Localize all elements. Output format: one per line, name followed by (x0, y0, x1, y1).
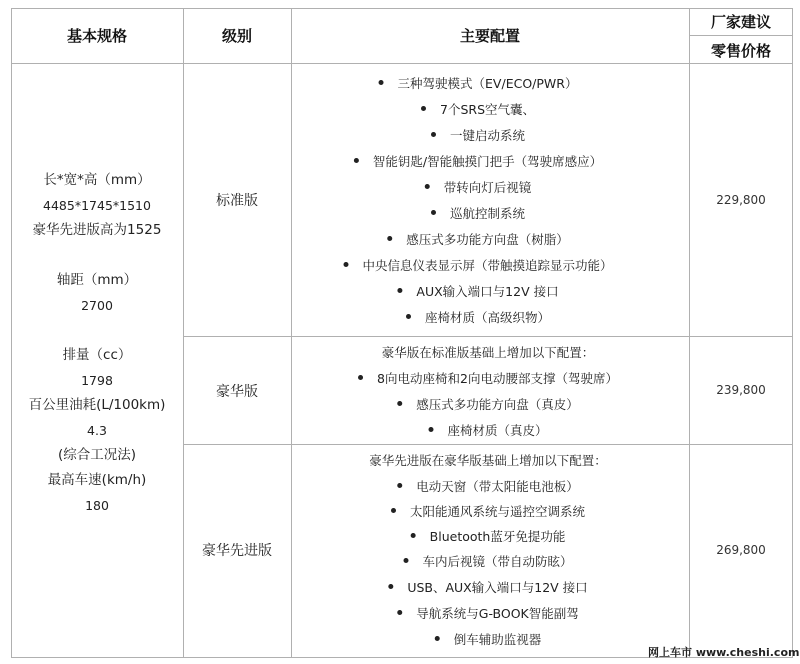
header-grade: 级别 (221, 27, 253, 45)
bullet-icon (435, 636, 440, 641)
feature-item (421, 100, 535, 118)
feature-text: 电动天窗（带太阳能电池板） (416, 479, 579, 494)
spec-line: 百公里油耗(L/100km) (28, 397, 166, 413)
header-spec: 基本规格 (66, 27, 128, 45)
bullet-icon (358, 375, 363, 380)
spec-line: 轴距（mm） (56, 272, 138, 288)
grade-name: 豪华先进版 (202, 543, 272, 559)
table-border (183, 444, 793, 445)
feature-item (431, 204, 525, 222)
feature-text: 三种驾驶模式（EV/ECO/PWR） (397, 76, 578, 91)
price: 269,800 (716, 543, 766, 557)
feature-text: 中央信息仪表显示屏（带触摸追踪显示功能） (362, 258, 613, 273)
feature-text: 车内后视镜（带自动防眩） (422, 554, 573, 569)
feature-item (431, 126, 525, 144)
feature-text: 巡航控制系统 (449, 206, 526, 221)
feature-item (397, 604, 578, 622)
feature-item (388, 578, 587, 596)
bullet-icon (431, 132, 436, 137)
feature-text: USB、AUX输入端口与12V 接口 (407, 580, 588, 595)
feature-item (387, 230, 569, 248)
table-border (291, 8, 292, 658)
spec-list (29, 168, 166, 518)
feature-text: 座椅材质（真皮） (447, 423, 548, 438)
bullet-icon (391, 508, 396, 513)
feature-item (358, 369, 618, 387)
feature-text: 导航系统与G-BOOK智能副驾 (416, 606, 579, 621)
bullet-icon (411, 533, 416, 538)
table-border (11, 63, 793, 64)
bullet-icon (425, 184, 430, 189)
table-border (11, 8, 793, 9)
feature-text: 座椅材质（高级织物） (424, 310, 551, 325)
feature-item (425, 178, 532, 196)
bullet-icon (421, 106, 426, 111)
table-border (183, 8, 184, 658)
bullet-icon (397, 483, 402, 488)
bullet-icon (388, 584, 393, 589)
bullet-icon (403, 558, 408, 563)
bullet-icon (428, 427, 433, 432)
price: 239,800 (716, 383, 766, 397)
feature-text: 带转向灯后视镜 (443, 180, 532, 195)
feature-text: 一键启动系统 (449, 128, 526, 143)
feature-item (397, 477, 579, 495)
header-price-top: 厂家建议 (710, 13, 772, 31)
feature-item (397, 282, 558, 300)
bullet-icon (431, 210, 436, 215)
spec-line: 2700 (81, 298, 113, 313)
table-border (689, 8, 690, 658)
feature-text: 倒车辅助监视器 (453, 632, 542, 647)
table-border (11, 8, 12, 658)
feature-text: Bluetooth蓝牙免提功能 (429, 529, 566, 544)
table-border (792, 8, 793, 658)
feature-item (354, 152, 602, 170)
feature-text: 7个SRS空气囊、 (439, 102, 536, 117)
spec-line: 豪华先进版高为1525 (32, 222, 162, 238)
spec-line: 4485*1745*1510 (43, 198, 151, 213)
bullet-icon (397, 288, 402, 293)
feature-item (397, 395, 579, 413)
feature-item (391, 502, 585, 520)
header-config: 主要配置 (459, 27, 521, 45)
feature-item (435, 630, 542, 648)
bullet-icon (354, 158, 359, 163)
grade-name: 豪华版 (216, 384, 258, 400)
header-price-bottom: 零售价格 (710, 42, 772, 60)
price: 229,800 (716, 193, 766, 207)
feature-text: 太阳能通风系统与遥控空调系统 (409, 504, 586, 519)
feature-item (379, 74, 578, 92)
spec-line: 最高车速(km/h) (47, 472, 147, 488)
spec-line: 长*宽*高（mm） (43, 172, 151, 188)
feature-text: 智能钥匙/智能触摸门把手（驾驶席感应） (372, 154, 603, 169)
feature-text: AUX输入端口与12V 接口 (416, 284, 559, 299)
feature-text: 感压式多功能方向盘（真皮） (416, 397, 579, 412)
table-border (689, 35, 793, 36)
spec-line (29, 243, 166, 268)
feature-intro: 豪华版在标准版基础上增加以下配置： (381, 345, 595, 360)
bullet-icon (406, 314, 411, 319)
spec-line: 1798 (81, 373, 113, 388)
bullet-icon (343, 262, 348, 267)
bullet-icon (397, 401, 402, 406)
feature-item (343, 256, 612, 274)
bullet-icon (397, 610, 402, 615)
spec-line: 排量（cc） (62, 347, 132, 363)
feature-item (406, 308, 550, 326)
feature-item (411, 527, 566, 545)
feature-item (403, 552, 572, 570)
spec-line: 4.3 (87, 423, 107, 438)
feature-intro: 豪华先进版在豪华版基础上增加以下配置： (369, 453, 607, 468)
table-border (183, 336, 793, 337)
feature-text: 感压式多功能方向盘（树脂） (406, 232, 569, 247)
spec-line (29, 318, 166, 343)
grade-name: 标准版 (216, 193, 258, 209)
spec-line: 180 (85, 498, 109, 513)
watermark: 网上车市 www.cheshi.com (648, 646, 800, 659)
bullet-icon (379, 80, 384, 85)
feature-text: 8向电动座椅和2向电动腰部支撑（驾驶席） (377, 371, 618, 386)
feature-item (428, 421, 547, 439)
bullet-icon (387, 236, 392, 241)
spec-line: (综合工况法) (57, 447, 137, 463)
